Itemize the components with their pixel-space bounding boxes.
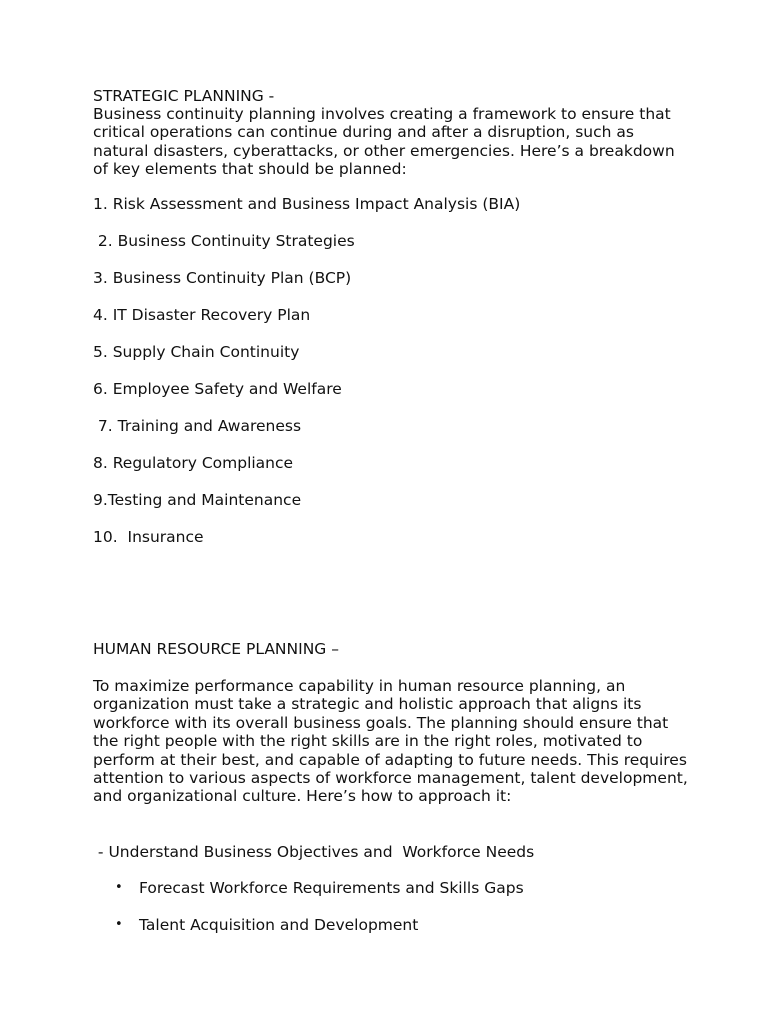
list-item: 3. Business Continuity Plan (BCP): [93, 268, 352, 287]
list-item: [93, 879, 524, 897]
bullet-text: Forecast Workforce Requirements and Skills Gaps: [139, 879, 524, 897]
hr-planning-heading: HUMAN RESOURCE PLANNING –: [93, 640, 339, 658]
strategic-planning-heading: STRATEGIC PLANNING -: [93, 87, 275, 105]
strategic-planning-intro: Business continuity planning involves creating a framework to ensure that critical operations can continue during and after a disruption, such as natural disasters, cyberattacks, or other emergencies. Here’s a breakdown of key elements that should be planned:: [93, 105, 675, 179]
hr-dash-item: - Understand Business Objectives and Workforce Needs: [93, 843, 535, 861]
list-item: 7. Training and Awareness: [93, 416, 302, 435]
list-item: 8. Regulatory Compliance: [93, 453, 294, 472]
bullet-icon: •: [115, 917, 123, 932]
list-item: 6. Employee Safety and Welfare: [93, 379, 342, 398]
document-page: [93, 87, 693, 934]
bullet-text: Talent Acquisition and Development: [139, 916, 419, 934]
hr-bullet-list: [93, 879, 524, 953]
list-item: 5. Supply Chain Continuity: [93, 342, 300, 361]
list-item: 1. Risk Assessment and Business Impact Analysis (BIA): [93, 194, 521, 213]
list-item: 9.Testing and Maintenance: [93, 490, 302, 509]
list-item: 4. IT Disaster Recovery Plan: [93, 305, 311, 324]
strategic-elements-list: [93, 195, 693, 546]
hr-planning-intro: To maximize performance capability in human resource planning, an organization must take a strategic and holistic approach that aligns its workforce with its overall business goals. The planning should ensure that the right people with the right skills are in the right roles, motivated to perform at their best, and capable of adapting to future needs. This requires attention to various aspects of workforce management, talent development, and organizational culture. Here’s how to approach it:: [93, 677, 688, 806]
bullet-icon: •: [115, 880, 123, 895]
list-item: 10. Insurance: [93, 527, 204, 546]
list-item: [93, 916, 524, 934]
list-item: 2. Business Continuity Strategies: [93, 231, 355, 250]
